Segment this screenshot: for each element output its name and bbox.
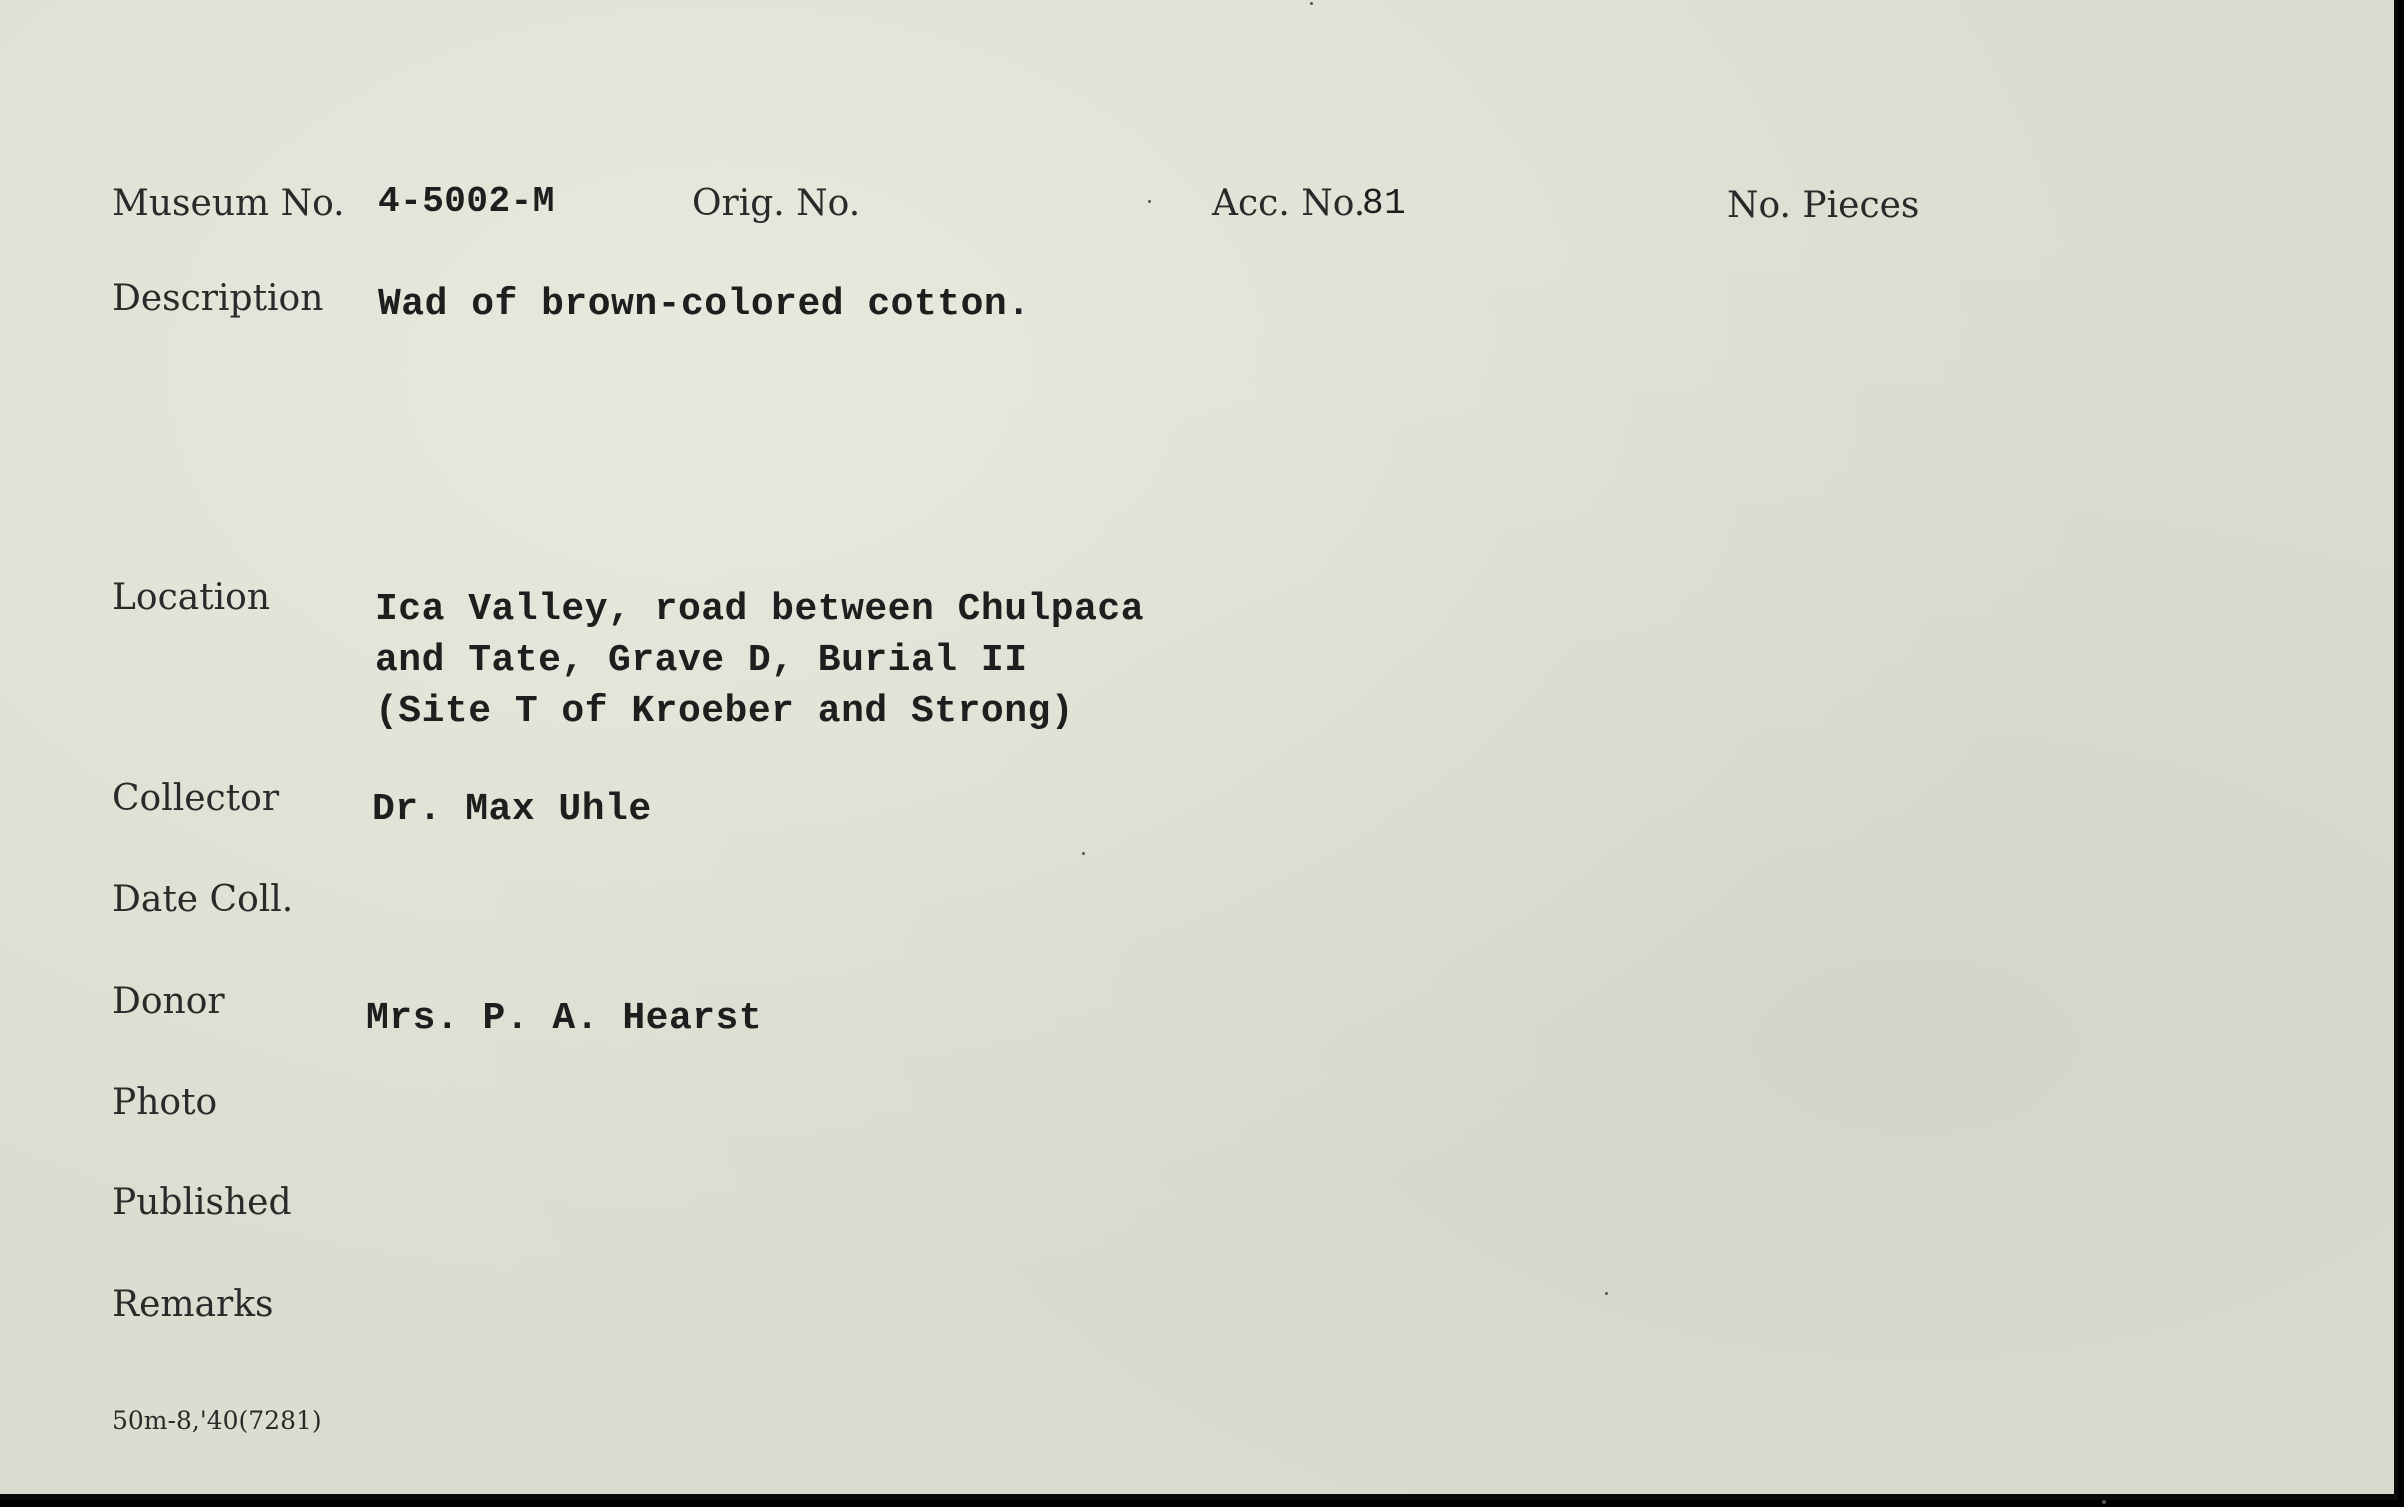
- location-line-1: Ica Valley, road between Chulpaca: [375, 588, 1145, 631]
- card-speck: [2102, 1500, 2106, 1504]
- description-value: Wad of brown-colored cotton.: [378, 283, 1031, 326]
- collector-label: Collector: [112, 778, 280, 819]
- collector-value: Dr. Max Uhle: [372, 788, 652, 831]
- card-speck: [1082, 852, 1085, 855]
- acc-no-label: Acc. No.: [1212, 183, 1366, 224]
- orig-no-label: Orig. No.: [692, 183, 861, 224]
- acc-no-value: 81: [1362, 183, 1407, 224]
- footer-print-code: 50m-8,'40(7281): [112, 1406, 322, 1435]
- date-coll-label: Date Coll.: [112, 879, 294, 920]
- no-pieces-label: No. Pieces: [1727, 185, 1920, 226]
- card-speck: [1310, 2, 1313, 5]
- description-label: Description: [112, 278, 324, 319]
- museum-no-value: 4-5002-M: [378, 181, 555, 222]
- published-label: Published: [112, 1182, 292, 1223]
- donor-label: Donor: [112, 981, 225, 1022]
- museum-no-label: Museum No.: [112, 183, 345, 224]
- photo-label: Photo: [112, 1082, 218, 1123]
- location-label: Location: [112, 577, 271, 618]
- location-line-2: and Tate, Grave D, Burial II: [375, 639, 1028, 682]
- location-line-3: (Site T of Kroeber and Strong): [375, 690, 1075, 733]
- card-speck: [1605, 1292, 1608, 1295]
- card-speck: [1148, 200, 1151, 203]
- donor-value: Mrs. P. A. Hearst: [366, 997, 763, 1040]
- location-value: [375, 584, 1144, 737]
- remarks-label: Remarks: [112, 1284, 274, 1325]
